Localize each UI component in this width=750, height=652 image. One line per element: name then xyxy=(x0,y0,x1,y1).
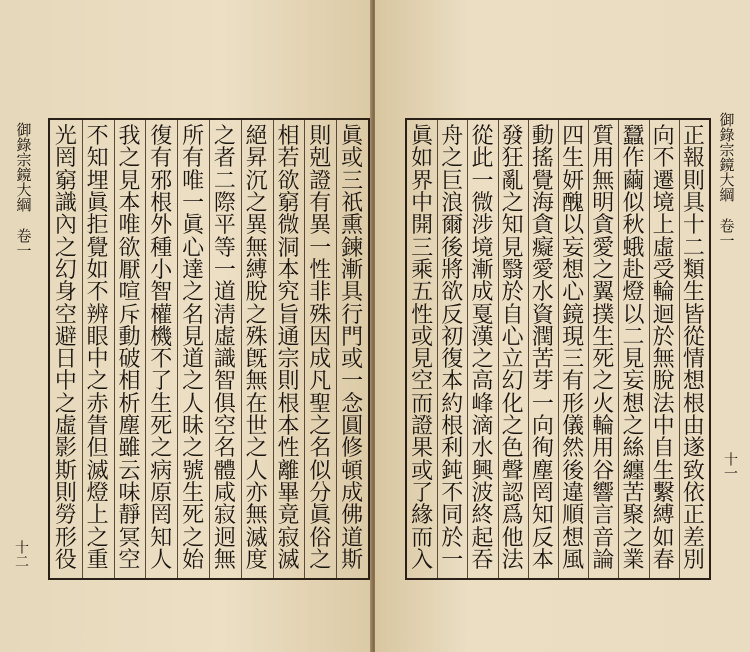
right-column-1: 正 報 則 具 十 二 類 生 皆 從 情 想 根 由 遂 致 依 正 差 別 xyxy=(682,124,705,573)
left-column-rule xyxy=(209,120,210,578)
left-column-5: 之 者 二 際 平 等 一 道 淸 虛 識 智 俱 空 名 體 咸 寂 迥 無 xyxy=(213,124,236,573)
right-page xyxy=(375,0,750,652)
right-text-frame xyxy=(405,118,711,580)
left-column-rule xyxy=(145,120,146,578)
right-column-rule xyxy=(437,120,438,578)
left-margin-strip xyxy=(6,118,40,576)
right-column-rule xyxy=(467,120,468,578)
left-margin-title: 御錄宗鏡大綱 xyxy=(14,122,33,212)
left-column-6: 所 有 唯 一 眞 心 達 之 名 見 道 之 人 昧 之 號 生 死 之 始 xyxy=(182,124,205,573)
right-column-rule xyxy=(528,120,529,578)
right-column-6: 動 搖 覺 海 貪 癡 愛 水 資 潤 苦 芽 一 向 徇 塵 罔 知 反 本 xyxy=(531,124,554,573)
right-margin-title: 御錄宗鏡大綱 xyxy=(717,112,736,202)
left-column-rule xyxy=(177,120,178,578)
left-text-frame xyxy=(48,118,370,580)
left-column-rule xyxy=(241,120,242,578)
right-column-10: 眞 如 界 中 開 三 乘 五 性 或 見 空 而 證 果 或 了 緣 而 入 xyxy=(411,124,434,573)
right-margin-folio: 十一 xyxy=(722,452,738,480)
right-column-rule xyxy=(618,120,619,578)
right-column-rule xyxy=(588,120,589,578)
left-column-4: 絕 昇 沉 之 異 無 縛 脫 之 殊 旣 無 在 世 之 人 亦 無 滅 度 xyxy=(245,124,268,573)
left-column-rule xyxy=(336,120,337,578)
right-column-2: 向 不 遷 境 上 虛 受 輪 迴 於 無 脫 法 中 自 生 繫 縛 如 春 xyxy=(652,124,675,573)
right-column-4: 質 用 無 明 貪 愛 之 翼 撲 生 死 之 火 輪 用 谷 響 言 音 論 xyxy=(592,124,615,573)
right-column-8: 從 此 一 微 涉 境 漸 成 戛 漢 之 高 峰 滴 水 興 波 終 起 吞 xyxy=(471,124,494,573)
right-margin-volume: 卷一 xyxy=(717,218,736,248)
left-column-10: 光 罔 窮 識 內 之 幻 身 空 避 日 中 之 虛 影 斯 則 勞 形 役 xyxy=(54,124,77,573)
left-column-7: 復 有 邪 根 外 種 小 智 權 機 不 了 生 死 之 病 原 罔 知 人 xyxy=(150,124,173,573)
right-column-rule xyxy=(498,120,499,578)
left-column-1: 眞 或 三 祇 熏 鍊 漸 具 行 門 或 一 念 圓 修 頓 成 佛 道 斯 xyxy=(341,124,364,573)
right-column-rule xyxy=(649,120,650,578)
left-margin-volume: 卷一 xyxy=(14,228,33,258)
left-column-rule xyxy=(82,120,83,578)
right-column-9: 舟 之 巨 浪 爾 後 將 欲 反 初 復 本 約 根 利 鈍 不 同 於 一 xyxy=(441,124,464,573)
right-column-3: 蠶 作 繭 似 秋 蛾 赴 燈 以 二 見 妄 想 之 絲 纏 苦 聚 之 業 xyxy=(622,124,645,573)
left-column-9: 不 知 埋 眞 拒 覺 如 不 辨 眼 中 之 赤 眚 但 滅 燈 上 之 重 xyxy=(86,124,109,573)
left-column-rule xyxy=(273,120,274,578)
left-page xyxy=(0,0,372,652)
left-column-3: 相 若 欲 窮 微 洞 本 究 旨 通 宗 則 根 本 性 離 畢 竟 寂 滅 xyxy=(277,124,300,573)
right-column-5: 四 生 妍 醜 以 妄 想 心 鏡 現 三 有 形 儀 然 後 違 順 想 風 xyxy=(562,124,585,573)
right-column-rule xyxy=(558,120,559,578)
left-column-2: 則 剋 證 有 異 一 性 非 殊 因 成 凡 聖 之 名 似 分 眞 俗 之 xyxy=(309,124,332,573)
left-column-rule xyxy=(304,120,305,578)
right-column-rule xyxy=(679,120,680,578)
right-margin-strip xyxy=(709,112,743,576)
left-column-rule xyxy=(114,120,115,578)
left-margin-folio: 十二 xyxy=(13,540,29,568)
right-column-7: 發 狂 亂 之 知 見 翳 於 自 心 立 幻 化 之 色 聲 認 爲 他 法 xyxy=(501,124,524,573)
left-column-8: 我 之 見 本 唯 欲 厭 喧 斥 動 破 相 析 塵 雖 云 味 靜 冥 空 xyxy=(118,124,141,573)
